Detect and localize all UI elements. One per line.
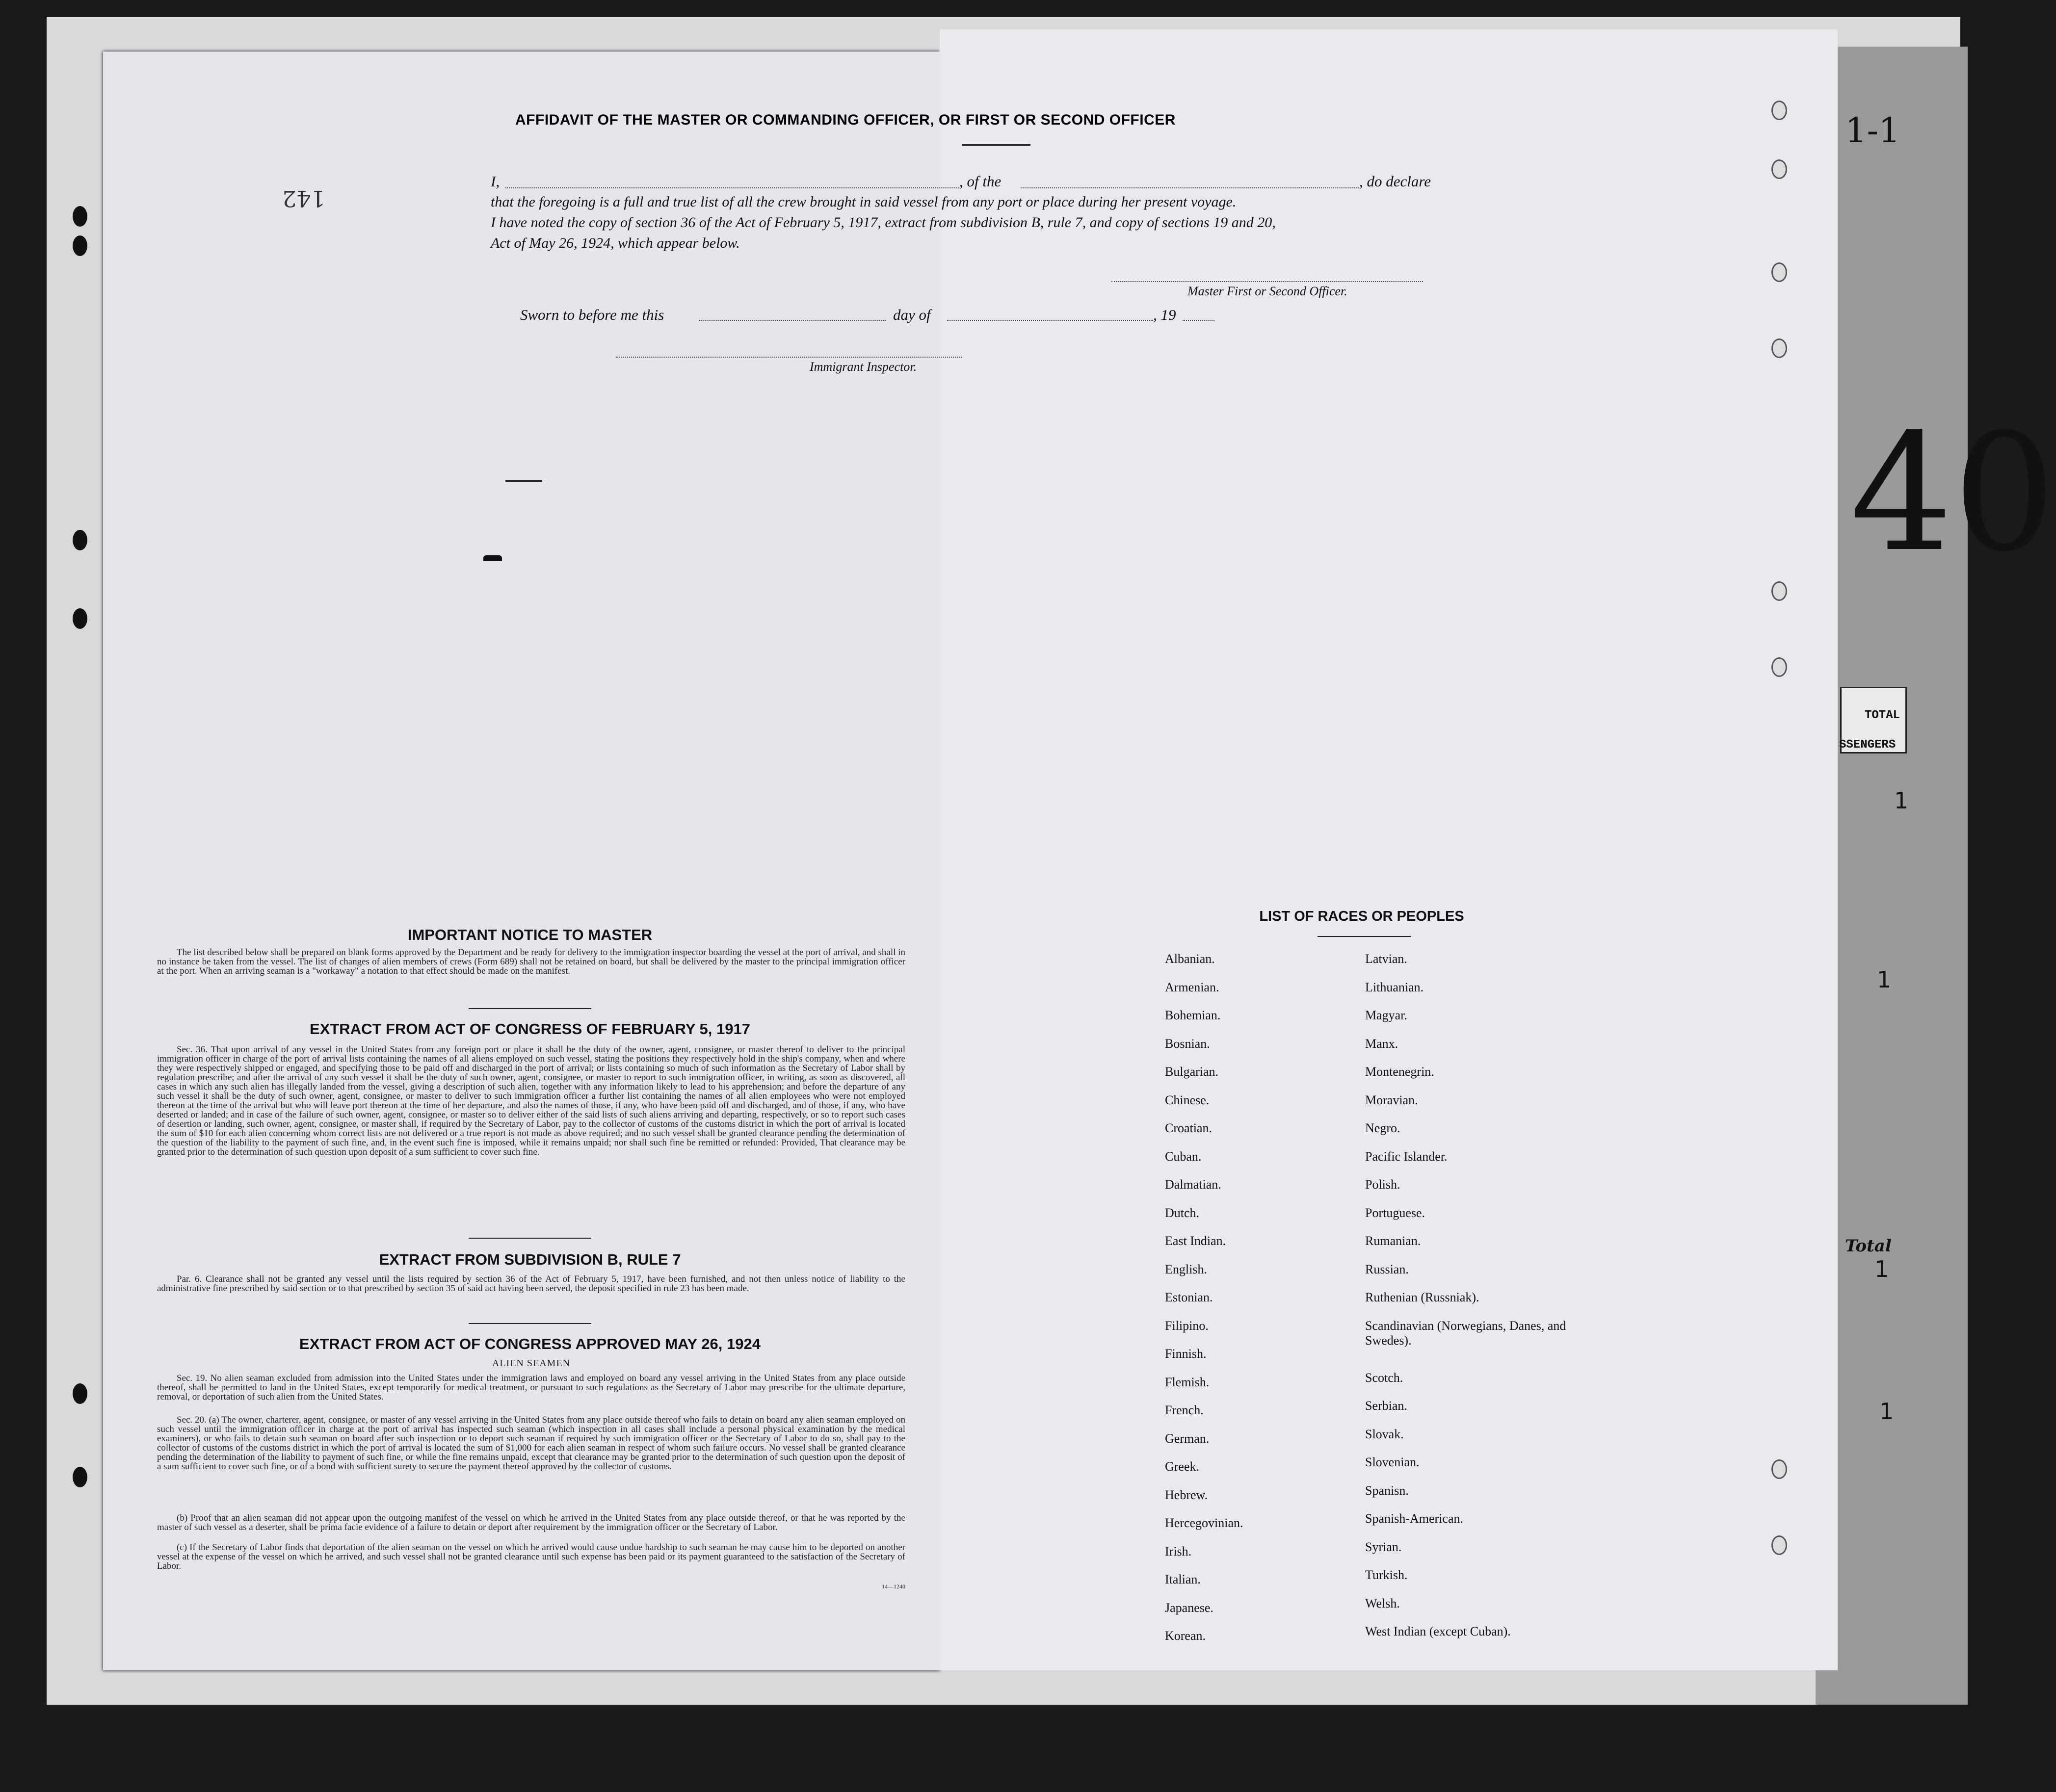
divider xyxy=(469,1008,591,1009)
punch-hole xyxy=(73,530,87,550)
race-item: Syrian. xyxy=(1365,1539,1402,1554)
race-item: Welsh. xyxy=(1365,1596,1400,1610)
ring-hole xyxy=(1771,262,1787,282)
aff-line2: that the foregoing is a full and true list of all the crew brought in said vessel from any port or place during her present voyage. xyxy=(491,194,1237,210)
race-item: Montenegrin. xyxy=(1365,1065,1434,1079)
race-item: Rumanian. xyxy=(1365,1234,1421,1248)
punch-hole xyxy=(73,608,87,629)
big-handwritten-digits: 40 xyxy=(1850,399,2056,587)
year-blank xyxy=(1183,320,1214,321)
form-number: 14—1240 xyxy=(882,1583,905,1590)
extract-1917-body: Sec. 36. That upon arrival of any vessel in the United States from any foreign port or place it shall be the duty of the owner, agent, consignee, or master thereof to deliver to the principal immigration officer in charge of the port of arrival lists containing the names of all aliens employed on such vessel, stating the positions they respectively hold in the ship's company, when and where they were respectively shipped or engaged, and specifying those to be paid off and discharged in the port of arrival; or lists containing so much of such information as the Secretary of Labor shall by regulation prescribe; and after the arrival of any such vessel it shall be the duty of such owner, agent, consignee, or master to report to such immigration officer, in writing, as soon as discovered, all cases in which any such alien has illegally landed from the vessel, giving a description of such alien, together with any information likely to lead to his apprehension; and before the departure of any such vessel it shall be the duty of such owner, agent, consignee, or master to deliver to such immigration officer a further list containing the names of all alien employees who were not employed thereon at the time of the arrival but who will leave port thereon at the time of her departure, and also the names of those, if any, who have been paid off and discharged, and of those, if any, who have deserted or landed; and in case of the failure of such owner, agent, consignee, or master so to deliver either of the said lists of such aliens arriving and departing, respectively, or so to report such cases of desertion or landing, such owner, agent, consignee, or master shall, if required by the Secretary of Labor, pay to the collector of customs of the customs district in which the port of arrival is located the sum of $10 for each alien concerning whom correct lists are not delivered or a true report is not made as above required; and no such vessel shall be granted clearance pending the determination of the question of the liability to the payment of such fine, and, in the event such fine is imposed, while it remains unpaid; nor shall such fine be remitted or refunded: Provided, That clearance may be granted prior to the determination of such question upon deposit of a sum sufficient to cover such fine. xyxy=(157,1044,905,1157)
tally-mark: 1 xyxy=(1879,1398,1894,1425)
punch-hole xyxy=(73,1467,87,1487)
total-script: Total xyxy=(1845,1236,1892,1256)
master-signature-line xyxy=(1111,281,1423,282)
race-item: Spanisn. xyxy=(1365,1483,1409,1498)
race-item: Slovenian. xyxy=(1365,1455,1420,1469)
ring-hole xyxy=(1771,1535,1787,1555)
sec20a-body: Sec. 20. (a) The owner, charterer, agent, consignee, or master of any vessel arriving in the United States from any place outside thereof who fails to detain on board any alien seaman employed on such vessel until the immigration officer in charge at the port of arrival has inspected such seaman (which inspection in all cases shall include a personal physical examination by the medical examiners), or who fails to detain such seaman on board after such inspection or to deport such seaman if required by such immigration officer or the Secretary of Labor to do so, shall pay to the collector of customs of the customs district in which the port of arrival is located the sum of $1,000 for each alien seaman in respect of whom such failure occurs. No vessel shall be granted clearance pending the determination of the liability to payment of such fine, or while the fine remains unpaid, except that clearance may be granted prior to the determination of such question upon the deposit of a sum sufficient to cover such fine, or of a bond with sufficient surety to secure the payment thereof approved by the collector of customs. xyxy=(157,1415,905,1472)
race-item: German. xyxy=(1165,1431,1210,1446)
sworn-day-blank xyxy=(699,320,886,321)
races-col2 xyxy=(1365,952,1571,1653)
race-item: Filipino. xyxy=(1165,1318,1209,1333)
race-item: Hebrew. xyxy=(1165,1487,1208,1502)
race-item: Dutch. xyxy=(1165,1205,1200,1220)
rule7-body: Par. 6. Clearance shall not be granted any vessel until the lists required by section 36 of the Act of February 5, 1917, have been furnished, and not then unless notice of liability to the administrative fine prescribed by said section or to that prescribed by section 35 of said act having been served, the deposit specified in rule 23 has been made. xyxy=(157,1274,905,1294)
race-item: Scandinavian (Norwegians, Danes, and Swedes). xyxy=(1365,1318,1566,1348)
ring-hole xyxy=(1771,1459,1787,1479)
punch-hole xyxy=(73,206,87,227)
notice-body: The list described below shall be prepared on blank forms approved by the Department and be ready for delivery to the immigration inspector boarding the vessel at the port of arrival, and shall in no instance be taken from the vessel. The list of changes of alien members of crews (Form 689) shall not be retained on board, but shall be delivered by the master to the principal immigration officer at the port. When an arriving seaman is a "workaway" a notation to that effect should be made on the manifest. xyxy=(157,947,905,976)
name-blank xyxy=(505,187,959,188)
handwritten-top: 1-1 xyxy=(1845,110,1900,151)
passengers-label: SSENGERS xyxy=(1839,738,1896,752)
race-item: Irish. xyxy=(1165,1544,1192,1558)
extract-1924-subtitle: ALIEN SEAMEN xyxy=(492,1358,571,1369)
rule7-title: EXTRACT FROM SUBDIVISION B, RULE 7 xyxy=(379,1251,681,1268)
race-item: Pacific Islander. xyxy=(1365,1149,1448,1164)
extract-1917-title: EXTRACT FROM ACT OF CONGRESS OF FEBRUARY 5, 1917 xyxy=(310,1020,750,1038)
aff-line1-end: , do declare xyxy=(1359,173,1431,190)
ink-mark xyxy=(505,480,542,482)
sworn-label: Sworn to before me this xyxy=(520,306,664,323)
race-item: Dalmatian. xyxy=(1165,1177,1221,1192)
race-item: Polish. xyxy=(1365,1177,1400,1192)
race-item: Scotch. xyxy=(1365,1370,1403,1385)
race-item: Hercegovinian. xyxy=(1165,1516,1243,1530)
race-item: Finnish. xyxy=(1165,1347,1207,1361)
total-label: TOTAL xyxy=(1865,709,1900,722)
race-item: Cuban. xyxy=(1165,1149,1202,1164)
tally-mark: 1 xyxy=(1874,1256,1889,1282)
race-item: Bulgarian. xyxy=(1165,1065,1219,1079)
race-item: Albanian. xyxy=(1165,952,1215,966)
aff-line3: I have noted the copy of section 36 of the Act of February 5, 1917, extract from subdivision B, rule 7, and copy of sections 19 and 20, xyxy=(491,214,1276,231)
day-of-label: day of xyxy=(893,306,931,323)
race-item: Armenian. xyxy=(1165,980,1219,994)
ring-hole xyxy=(1771,101,1787,120)
race-item: Chinese. xyxy=(1165,1092,1210,1107)
handwritten-number: 142 xyxy=(282,185,325,212)
sec20c-body: (c) If the Secretary of Labor finds that deportation of the alien seaman on the vessel on which he arrived would cause undue hardship to such seaman he may cause him to be deported on another vessel at the expense of the vessel on which he arrived, and such vessel shall not be granted clearance until such expense has been paid or its payment guaranteed to the satisfaction of the Secretary of Labor. xyxy=(157,1542,905,1571)
punch-hole xyxy=(73,1383,87,1404)
race-item: West Indian (except Cuban). xyxy=(1365,1624,1511,1638)
race-item: Flemish. xyxy=(1165,1375,1210,1389)
ring-hole xyxy=(1771,159,1787,179)
ring-hole xyxy=(1771,581,1787,601)
vessel-blank xyxy=(1021,187,1359,188)
race-item: Ruthenian (Russniak). xyxy=(1365,1290,1479,1304)
year-label: , 19 xyxy=(1153,306,1176,323)
aff-line1-start: I, xyxy=(491,173,500,190)
race-item: Lithuanian. xyxy=(1365,980,1424,994)
divider xyxy=(962,144,1030,146)
race-item: Italian. xyxy=(1165,1572,1201,1586)
divider xyxy=(469,1238,591,1239)
race-item: Magyar. xyxy=(1365,1008,1407,1022)
inspector-signature-line xyxy=(616,357,962,358)
race-item: English. xyxy=(1165,1262,1207,1276)
race-item: Negro. xyxy=(1365,1121,1400,1135)
sec20b-body: (b) Proof that an alien seaman did not appear upon the outgoing manifest of the vessel on which he arrived in the United States from any place outside thereof, or that he was reported by the master of such vessel as a deserter, shall be prima facie evidence of a failure to detain or deport after requirement by the immigration officer or the Secretary of Labor. xyxy=(157,1513,905,1532)
divider xyxy=(1318,936,1411,937)
race-item: Russian. xyxy=(1365,1262,1409,1276)
race-item: Bosnian. xyxy=(1165,1036,1210,1051)
inspector-label: Immigrant Inspector. xyxy=(810,360,917,374)
race-item: Spanish-American. xyxy=(1365,1511,1464,1526)
race-item: Slovak. xyxy=(1365,1427,1404,1441)
race-item: Manx. xyxy=(1365,1036,1398,1051)
master-signature-label: Master First or Second Officer. xyxy=(1187,284,1347,298)
race-item: Japanese. xyxy=(1165,1600,1213,1615)
race-item: Korean. xyxy=(1165,1629,1206,1643)
extract-1924-title: EXTRACT FROM ACT OF CONGRESS APPROVED MAY 26, 1924 xyxy=(299,1335,761,1352)
ring-hole xyxy=(1771,657,1787,677)
race-item: Serbian. xyxy=(1365,1399,1407,1413)
race-item: Moravian. xyxy=(1365,1092,1418,1107)
race-item: Greek. xyxy=(1165,1459,1200,1474)
race-item: East Indian. xyxy=(1165,1234,1226,1248)
ring-hole xyxy=(1771,338,1787,358)
punch-hole xyxy=(73,235,87,256)
race-item: Estonian. xyxy=(1165,1290,1213,1304)
races-title: LIST OF RACES OR PEOPLES xyxy=(1259,909,1464,924)
divider xyxy=(469,1323,591,1324)
back-sheet-edge xyxy=(1816,47,1968,1705)
month-blank xyxy=(947,320,1153,321)
sec19-body: Sec. 19. No alien seaman excluded from admission into the United States under the immigration laws and employed on board any vessel arriving in the United States from any place outside thereof, shall be permitted to land in the United States, except temporarily for medical treatment, or pursuant to such regulations as the Secretary of Labor may prescribe for the ultimate departure, removal, or deportation of such alien from the United States. xyxy=(157,1373,905,1402)
race-item: Portuguese. xyxy=(1365,1205,1425,1220)
affidavit-title: AFFIDAVIT OF THE MASTER OR COMMANDING OFFICER, OR FIRST OR SECOND OFFICER xyxy=(515,112,1176,128)
race-item: Latvian. xyxy=(1365,952,1407,966)
aff-line4: Act of May 26, 1924, which appear below. xyxy=(491,235,740,251)
race-item: Bohemian. xyxy=(1165,1008,1221,1022)
race-item: Turkish. xyxy=(1365,1568,1408,1582)
race-item: French. xyxy=(1165,1403,1204,1417)
races-col1 xyxy=(1165,952,1351,1657)
notice-title: IMPORTANT NOTICE TO MASTER xyxy=(407,926,653,943)
aff-line1-mid: , of the xyxy=(959,173,1002,190)
tally-mark: 1 xyxy=(1894,787,1909,814)
race-item: Croatian. xyxy=(1165,1121,1213,1135)
tally-mark: 1 xyxy=(1877,966,1892,993)
ink-mark xyxy=(483,555,502,561)
